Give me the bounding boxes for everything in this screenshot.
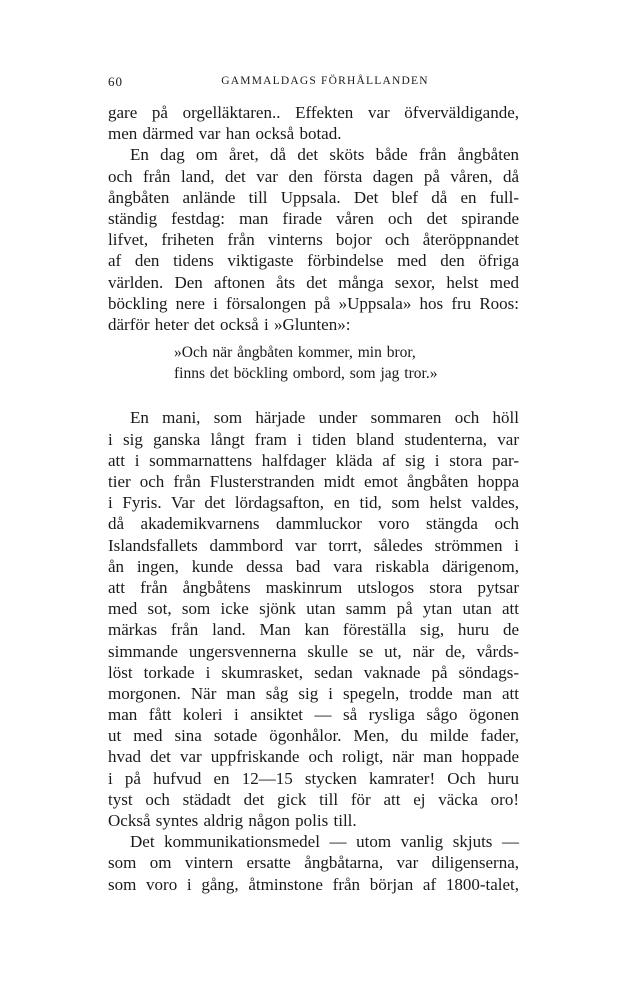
text-line: som voro i gång, åtminstone från början af 1800-talet, xyxy=(108,874,519,894)
text-line: hvad det var uppfriskande och roligt, när man hoppade xyxy=(108,747,519,767)
text-line: »Och när ångbåten kommer, min bror, xyxy=(174,344,416,362)
text-line: tier och från Flusterstranden midt emot ångbåten hoppa xyxy=(108,472,519,491)
paragraph xyxy=(108,407,519,831)
text-line: som om vintern ersatte ångbåtarna, var diligenserna, xyxy=(108,853,519,873)
text-line: ån ingen, kunde dessa bad vara riskabla därigenom, xyxy=(108,556,519,576)
text-line: En dag om året, då det sköts både från ångbåten xyxy=(130,145,519,165)
text-line: i Fyris. Var det lördagsafton, en tid, som helst valdes, xyxy=(108,493,519,513)
text-line: man fått koleri i ansiktet — så rysliga sågo ögonen xyxy=(108,705,519,725)
text-line: märkas från land. Man kan föreställa sig, huru de xyxy=(108,620,519,640)
text-line: i på hufvud en 12—15 stycken kamrater! Och huru xyxy=(108,768,519,788)
text-line: med sot, som icke sjönk utan samm på ytan utan att xyxy=(108,599,519,619)
text-line: En mani, som härjade under sommaren och höll xyxy=(130,408,519,428)
text-line: gare på orgelläktaren.. Effekten var öfverväldigande, xyxy=(108,103,519,122)
text-line: Det kommunikationsmedel — utom vanlig skjuts — xyxy=(130,832,519,852)
text-line: att från ångbåtens maskinrum utslogos stora pytsar xyxy=(108,577,519,597)
text-line: Också syntes aldrig någon polis till. xyxy=(108,811,357,830)
running-header: GAMMALDAGS FÖRHÅLLANDEN xyxy=(221,75,429,87)
text-line: att i sommarnattens halfdager kläda af sig i stora par- xyxy=(108,450,519,470)
text-line: ångbåten anlände till Uppsala. Det blef då en full- xyxy=(108,187,519,207)
text-line: simmande ungersvennerna skulle se ut, när de, vårds- xyxy=(108,641,519,661)
text-line: Islandsfallets dammbord var torrt, således strömmen i xyxy=(108,535,519,555)
text-line: af den tidens viktigaste förbindelse med den öfriga xyxy=(108,251,519,271)
text-line: därför heter det också i »Glunten»: xyxy=(108,314,351,334)
text-line: och från land, det var den första dagen på våren, då xyxy=(108,166,519,186)
text-line: världen. Den aftonen åts det många sexor, helst med xyxy=(108,272,519,292)
page-body xyxy=(108,102,519,895)
text-line: i sig ganska långt fram i tiden bland studenterna, var xyxy=(108,429,519,449)
verse-quote xyxy=(108,342,519,384)
paragraph xyxy=(108,831,519,895)
text-line: böckling nere i försalongen på »Uppsala» hos fru Roos: xyxy=(108,293,519,313)
text-line: finns det böckling ombord, som jag tror.» xyxy=(174,365,438,383)
text-line: lifvet, friheten från vinterns bojor och återöppnandet xyxy=(108,230,519,250)
paragraph xyxy=(108,102,519,144)
page-number: 60 xyxy=(108,74,123,89)
text-line: ut med sina sotade ögonhålor. Men, du milde fader, xyxy=(108,726,519,746)
text-line: då akademikvarnens dammluckor voro stängda och xyxy=(108,514,519,534)
text-line: morgonen. När man såg sig i spegeln, trodde man att xyxy=(108,683,519,703)
text-line: ständig festdag: man firade våren och det spirande xyxy=(108,208,519,228)
paragraph xyxy=(108,144,519,335)
text-line: men därmed var han också botad. xyxy=(108,124,342,144)
text-line: löst torkade i skumrasket, sedan vaknade på söndags- xyxy=(108,662,519,682)
text-line: tyst och städadt det gick till för att ej väcka oro! xyxy=(108,789,519,809)
